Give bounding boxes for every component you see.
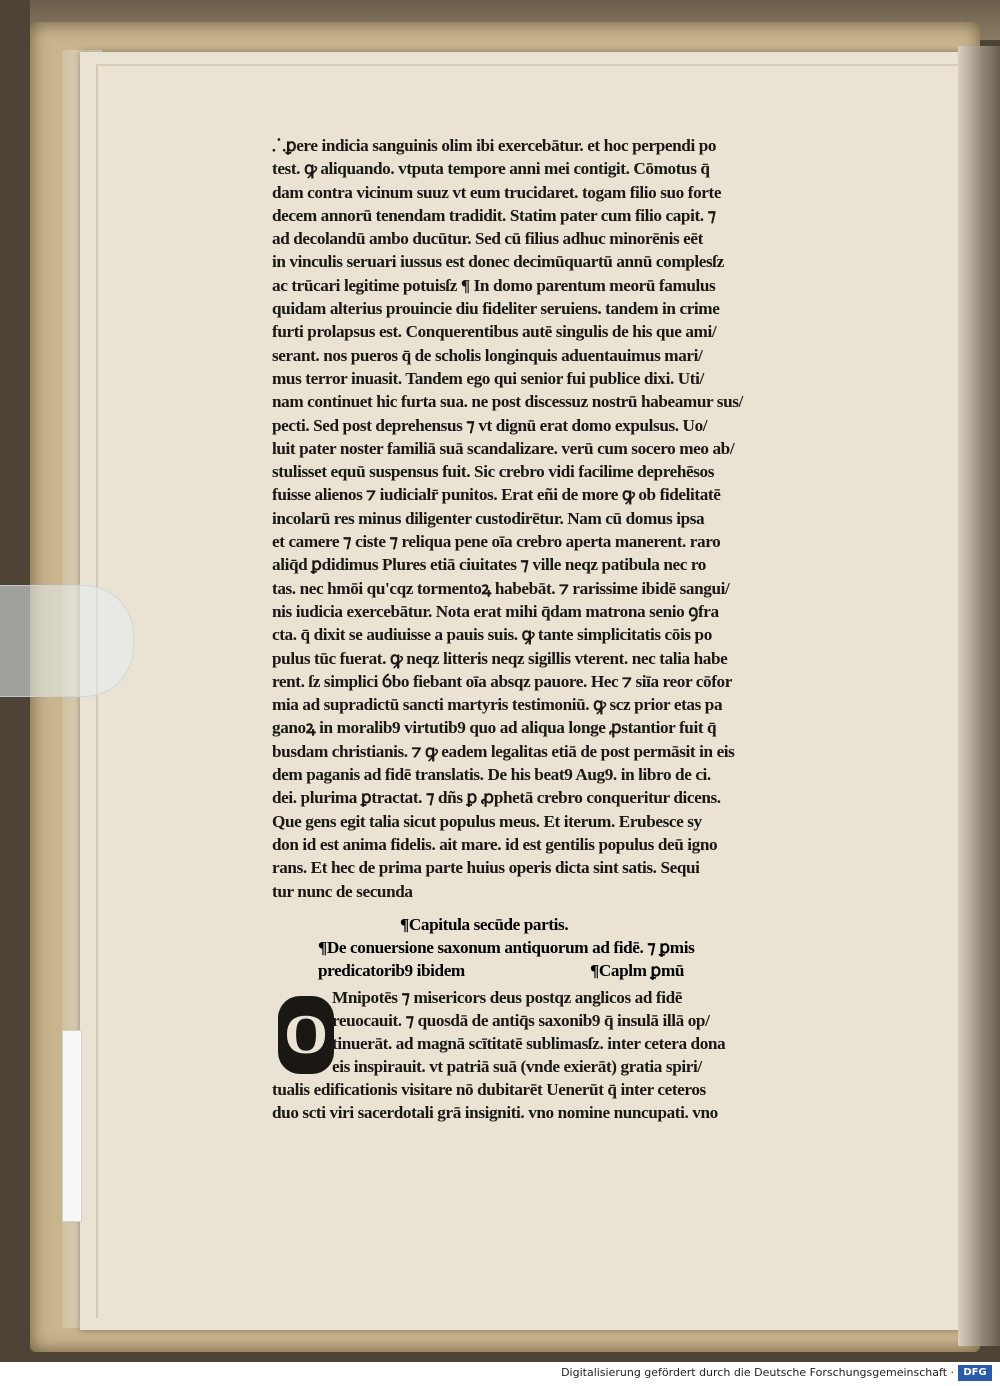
text-line: Que gens egit talia sicut populus meus. Et iterum. Erubesce sy: [272, 811, 702, 831]
page-gutter: [958, 46, 1000, 1346]
text-line: decem annorū tenendam tradidit. Statim pater cum filio capit. ⁊: [272, 205, 716, 225]
text-line: ganoꝝ in moralib9 virtutib9 quo ad aliqua longe ꝓstantior fuit q̄: [272, 718, 717, 738]
text-line: incolarū res minus diligenter custodirētur. Nam cū domus ipsa: [272, 508, 705, 528]
opening-line-5: tualis edificationis visitare nō dubitarēt Uenerūt q̄ inter ceteros: [272, 1080, 706, 1099]
text-line: aliq̄d ꝑdidimus Plures etiā ciuitates ⁊ ville neqz patibula nec ro: [272, 555, 706, 575]
text-line: busdam christianis. ⁊ ꝙ eadem legalitas etiā de post permāsit in eis: [272, 741, 735, 761]
text-line: mia ad supradictū sancti martyris testimoniū. ꝙ scz prior etas pa: [272, 695, 723, 715]
heading-conversion-line-1: ¶De conuersione saxonum antiquorum ad fidē. ⁊ ꝑmis: [318, 938, 695, 957]
text-line: dei. plurima ꝑtractat. ⁊ dñs ꝑ ꝓphetā crebro conqueritur dicens.: [272, 788, 721, 808]
text-line: pulus tūc fuerat. ꝙ neqz litteris neqz sigillis vterent. nec talia habe: [272, 648, 728, 668]
text-line: test. ꝙ aliquando. vtputa tempore anni mei contigit. Cōmotus q̄: [272, 159, 710, 179]
main-text-block: [272, 134, 856, 903]
footer-bar: [0, 1362, 1000, 1386]
heading-conversion-line-2: predicatorib9 ibidem: [318, 961, 465, 980]
opening-line-1: Mnipotēs ⁊ misericors deus postqz anglicos ad fidē: [332, 988, 682, 1007]
opening-line-2: reuocauit. ⁊ quosdā de antiq̄s saxonib9 q̄ insulā illā op/: [332, 1011, 710, 1030]
text-line: rent. ſz simplici ỽbo fiebant oīa absqz pauore. Hec ⁊ siīa reor cōfor: [272, 671, 732, 691]
text-line: don id est anima fidelis. ait mare. id est gentilis populus deū igno: [272, 834, 718, 854]
text-line: quidam alterius prouincie diu fideliter seruiens. tandem in crime: [272, 299, 720, 319]
text-line: dam contra vicinum suuz vt eum trucidaret. togam filio suo forte: [272, 182, 722, 202]
opening-line-3: tinuerāt. ad magnā scītitatē sublimasſz. inter cetera dona: [332, 1034, 726, 1053]
funding-credit: Digitalisierung gefördert durch die Deutsche Forschungsgemeinschaft ·: [561, 1366, 954, 1379]
dfg-logo[interactable]: DFG: [958, 1365, 992, 1381]
text-line: et camere ⁊ ciste ⁊ reliqua pene oīa crebro aperta manerent. raro: [272, 532, 721, 552]
text-line: ac trūcari legitime potuisſz ¶ In domo parentum meorū famulus: [272, 275, 716, 295]
text-line: furti prolapsus est. Conquerentibus autē singulis de his que ami/: [272, 322, 717, 342]
text-line: tas. nec hmōi qu'cqz tormentoꝝ habebāt. ⁊ rarissime ibidē sangui/: [272, 578, 730, 598]
text-line: in vinculis seruari iussus est donec decimūquartū annū complesſz: [272, 252, 724, 272]
text-line: nam continuet hic furta sua. ne post discessuz nostrū habeamur sus/: [272, 392, 743, 412]
text-line: mus terror inuasit. Tandem ego qui senior fui publice dixi. Uti/: [272, 368, 704, 388]
text-line: dem paganis ad fidē translatis. De his beat9 Aug9. in libro de ci.: [272, 765, 711, 785]
text-line: rans. Et hec de prima parte huius operis dicta sint satis. Sequi: [272, 858, 700, 878]
heading-chapter-first: ¶Caplm ꝑmū: [590, 961, 685, 980]
text-line: fuisse alienos ⁊ iudicialr̄ punitos. Erat eñi de more ꝙ ob fidelitatē: [272, 485, 721, 505]
text-line: cta. q̄ dixit se audiuisse a pauis suis. ꝙ tante simplicitatis cōis po: [272, 625, 712, 645]
text-line: ad decolandū ambo ducūtur. Sed cū filius adhuc minorēnis eēt: [272, 229, 703, 249]
plastic-page-clip: [0, 585, 134, 697]
decorated-initial-letter: O: [278, 996, 334, 1074]
text-line: stulisset equū suspensus fuit. Sic crebro vidi facilime deprehēsos: [272, 462, 715, 482]
opening-line-4: eis inspirauit. vt patriā suā (vnde exierāt) gratia spiri/: [332, 1057, 702, 1076]
text-line: tur nunc de secunda: [272, 881, 413, 901]
opening-line-6: duo scti viri sacerdotali grā insigniti. vno nomine nuncupati. vno: [272, 1103, 718, 1122]
text-line: ⸫ꝑere indicia sanguinis olim ibi exercebātur. et hoc perpendi po: [272, 136, 717, 155]
text-line: nis iudicia exercebātur. Nota erat mihi q̄dam matrona senio ꝯfra: [272, 601, 719, 621]
text-line: serant. nos pueros q̄ de scholis longinquis aduentauimus mari/: [272, 345, 703, 365]
paper-tab-marker: [62, 1030, 82, 1222]
text-line: pecti. Sed post deprehensus ⁊ vt dignū erat domo expulsus. Uo/: [272, 415, 708, 435]
heading-capitula: ¶Capitula secūde partis.: [400, 915, 569, 934]
text-line: luit pater noster familiā suā scandalizare. verū cum socero meo ab/: [272, 438, 735, 458]
